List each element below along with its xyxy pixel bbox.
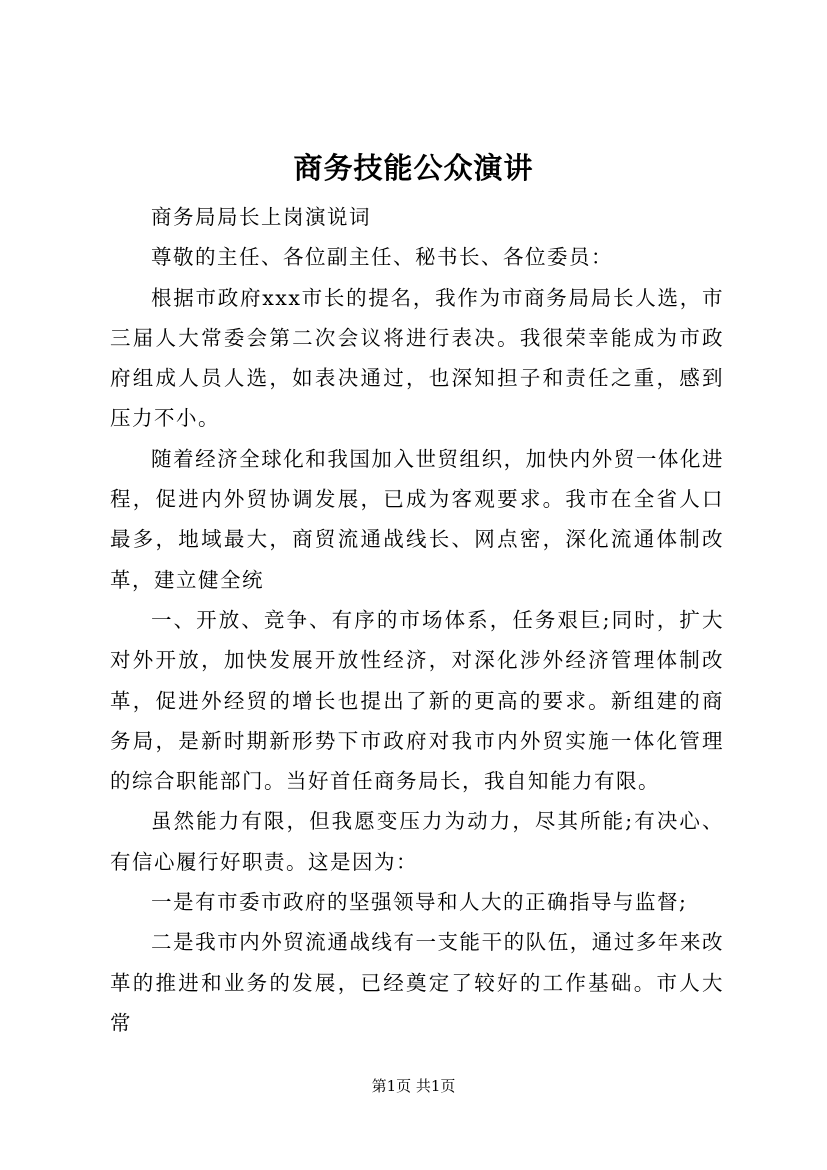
document-body [110,197,724,1043]
paragraph: 一是有市委市政府的坚强领导和人大的正确指导与监督; [151,890,688,915]
paragraph: 二是我市内外贸流通战线有一支能干的队伍，通过多年来改革的推进和业务的发展，已经奠定了较好的工作基础。市人大常 [110,930,724,1035]
paragraph: 随着经济全球化和我国加入世贸组织，加快内外贸一体化进程，促进内外贸协调发展，已成为客观要求。我市在全省人口最多，地域最大，商贸流通战线长、网点密，深化流通体制改革，建立健全统 [110,446,724,592]
paragraph: 根据市政府xxx市长的提名，我作为市商务局局长人选，市三届人大常委会第二次会议将进行表决。我很荣幸能成为市政府组成人员人选，如表决通过，也深知担子和责任之重，感到压力不小。 [110,285,724,431]
paragraph-subtitle: 商务局局长上岗演说词 [151,205,371,229]
document-title: 商务技能公众演讲 [293,151,534,185]
paragraph: 虽然能力有限，但我愿变压力为动力，尽其所能;有决心、有信心履行好职责。这是因为： [110,809,724,874]
page-footer: 第1页 共1页 [371,1077,456,1095]
paragraph: 一、开放、竞争、有序的市场体系，任务艰巨;同时，扩大对外开放，加快发展开放性经济，对深化涉外经济管理体制改革，促进外经贸的增长也提出了新的更高的要求。新组建的商务局，是新时期新形势下市政府对我市内外贸实施一体化管理的综合职能部门。当好首任商务局长，我自知能力有限。 [110,607,724,794]
paragraph-salutation: 尊敬的主任、各位副主任、秘书长、各位委员： [151,245,613,270]
